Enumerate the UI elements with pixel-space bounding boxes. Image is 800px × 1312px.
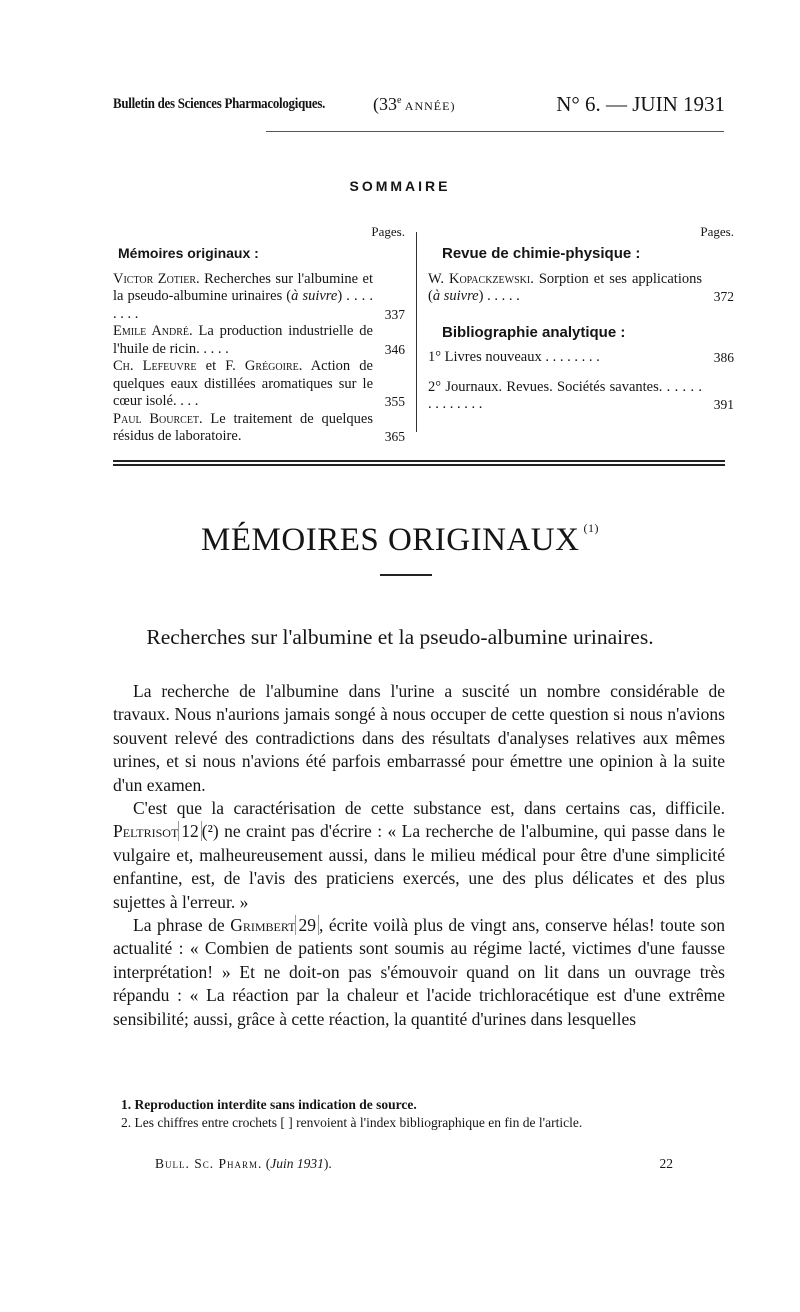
footnote-marker: (²) <box>201 821 219 842</box>
journal-year: (33e ANNÉE) <box>373 94 456 114</box>
toc-page: 355 <box>384 394 405 409</box>
toc-author: Paul Bourcet <box>113 410 200 427</box>
section-bibliographie: Bibliographie analytique : <box>442 323 626 341</box>
footnote-2: 2. Les chiffres entre crochets [ ] renvoient à l'index bibliographique en fin de l'article. <box>121 1115 583 1130</box>
toc-entry: W. Kopackzewski. Sorption et ses applications (à suivre) . . . . . 372 <box>428 270 734 304</box>
toc-entry: Emile André. La production industrielle de l'huile de ricin. . . . . 346 <box>113 323 405 357</box>
article-title: Recherches sur l'albumine et la pseudo-albumine urinaires. <box>146 625 654 649</box>
bib-ref: 29 <box>295 915 319 935</box>
cited-author: Peltrisot <box>113 821 179 842</box>
paragraph: La recherche de l'albumine dans l'urine a suscité un nombre considérable de travaux. Nous n'aurions jamais songé à nous occuper de cette question si nous n'avions souvent relevé des contradictions dans des résultats d'analyses relatives aux mêmes urines, et si nous n'avions été parfois embarrassé pour émettre une opinion à la suite d'un examen. <box>113 681 725 795</box>
toc-author: Emile André <box>113 323 190 339</box>
cited-author: Grimbert <box>230 915 296 936</box>
page-number: 22 <box>659 1156 673 1171</box>
toc-page: 337 <box>384 306 405 322</box>
toc-entry: Paul Bourcet. Le traitement de quelques résidus de laboratoire. 365 <box>113 410 405 444</box>
toc-page: 391 <box>713 397 734 412</box>
title-rule <box>380 574 432 576</box>
main-title: MÉMOIRES ORIGINAUX $^{(1)}$ <box>201 521 599 558</box>
sommaire-right-column <box>428 223 734 416</box>
toc-author: W. Kopackzewski <box>428 270 531 287</box>
toc-author: Ch. Lefeuvre <box>113 358 197 374</box>
running-header <box>113 92 725 122</box>
bib-ref: 12 <box>178 821 202 841</box>
toc-entry: 1° Livres nouveaux . . . . . . . . 386 <box>428 349 734 365</box>
toc-entry: 2° Journaux. Revues. Sociétés savantes. . . . . . . . . . . . . . 391 <box>428 378 734 412</box>
paragraph: C'est que la caractérisation de cette substance est, dans certains cas, difficile. Peltrisot 12 (²) ne craint pas d'écrire : « La recherche de l'albumine, qui passe dans le vulgaire et, malheureusement aussi, dans le milieu médical pour être d'une simplicité enfantine, est, de l'avis des praticiens exercés, une des plus délicates et des plus sujettes à l'erreur. » <box>113 798 725 912</box>
column-divider <box>416 232 417 432</box>
issue-number: N° 6. — JUIN 1931 <box>556 92 725 116</box>
toc-page: 386 <box>713 350 734 365</box>
article-body <box>113 680 725 1031</box>
title-footnote-marker: (1) <box>583 521 599 535</box>
toc-page: 346 <box>384 341 405 357</box>
journal-name: Bulletin des Sciences Pharmacologiques. <box>113 96 326 112</box>
toc-author: Victor Zotier <box>113 270 197 287</box>
pages-label: Pages. <box>371 224 405 239</box>
sommaire-title: SOMMAIRE <box>349 178 451 194</box>
section-revue-chimie-physique: Revue de chimie-physique : <box>442 245 641 262</box>
paragraph: La phrase de Grimbert 29 , écrite voilà plus de vingt ans, conserve hélas! toute son actualité : « Combien de patients sont soumis au régime lacté, victimes d'une fausse interprétation! » Et ne doit-on pas s'émouvoir quand on lit dans un ouvrage très répandu : « La réaction par la chaleur et l'acide trichloracétique est d'une extrême sensibilité; aussi, grâce à cette réaction, la quantité d'urines dans lesquelles <box>113 915 725 1029</box>
sommaire-left-column <box>113 223 405 446</box>
footnote-1: 1. Reproduction interdite sans indication de source. <box>121 1097 417 1112</box>
toc-page: 365 <box>384 429 405 444</box>
pages-label: Pages. <box>700 224 734 239</box>
header-rule <box>266 131 724 132</box>
page-footer <box>155 1156 673 1172</box>
section-memoires-originaux: Mémoires originaux : <box>118 245 259 261</box>
toc-page: 372 <box>713 289 734 304</box>
toc-entry: Ch. Lefeuvre et F. Grégoire. Action de quelques eaux distillées aromatiques sur le cœur isolé. . . . 355 <box>113 358 405 409</box>
footer-source: Bull. Sc. Pharm. (Juin 1931). <box>155 1156 332 1171</box>
double-rule <box>113 460 725 466</box>
toc-entry: Victor Zotier. Recherches sur l'albumine et la pseudo-albumine urinaires (à suivre) . . . . . . . . 337 <box>113 270 405 322</box>
footnotes <box>113 1096 725 1132</box>
